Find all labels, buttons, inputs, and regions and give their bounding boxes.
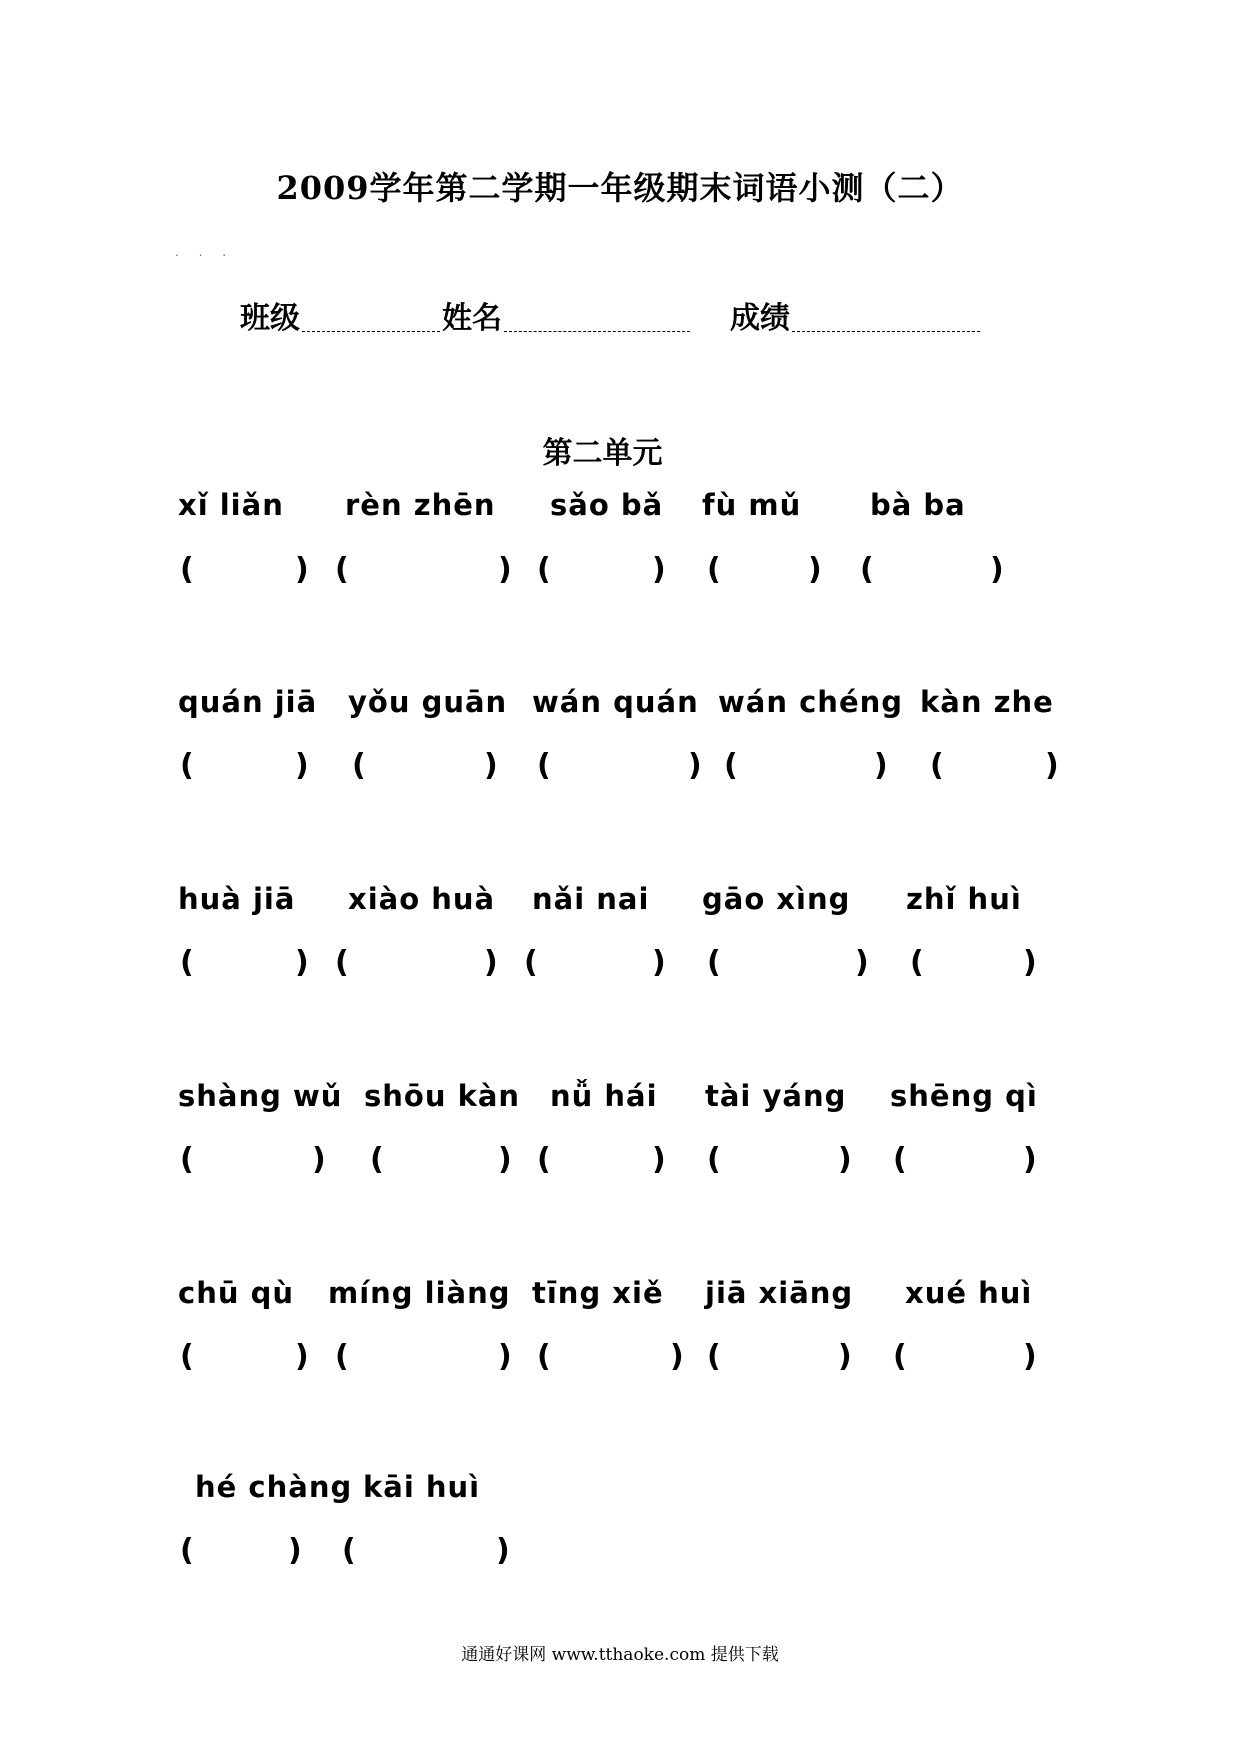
pinyin-word: chū qù xyxy=(178,1276,294,1310)
answer-paren-close: ) xyxy=(295,1339,309,1374)
pinyin-word: tīng xiě xyxy=(532,1276,664,1310)
answer-paren-open: ( xyxy=(352,748,366,783)
answer-paren-close: ) xyxy=(498,1142,512,1177)
pinyin-word: quán jiā xyxy=(178,685,318,719)
answer-paren-open: ( xyxy=(893,1339,907,1374)
answer-paren-close: ) xyxy=(990,552,1004,587)
answer-blank[interactable] xyxy=(200,752,289,786)
answer-paren-close: ) xyxy=(1023,945,1037,980)
answer-paren-open: ( xyxy=(537,1142,551,1177)
answer-paren-close: ) xyxy=(1045,748,1059,783)
answer-paren-close: ) xyxy=(498,552,512,587)
answer-paren-open: ( xyxy=(930,748,944,783)
answer-blank[interactable] xyxy=(557,556,646,590)
answer-blank[interactable] xyxy=(913,1343,1017,1377)
answer-paren-close: ) xyxy=(498,1339,512,1374)
answer-blank[interactable] xyxy=(727,556,802,590)
answer-paren-open: ( xyxy=(893,1142,907,1177)
pinyin-word: kāi huì xyxy=(363,1470,481,1504)
answer-paren-open: ( xyxy=(707,552,721,587)
answer-blank[interactable] xyxy=(355,949,478,983)
answer-blank[interactable] xyxy=(727,1146,832,1180)
pinyin-word: jiā xiāng xyxy=(705,1276,854,1310)
answer-blank[interactable] xyxy=(200,556,289,590)
pinyin-word: rèn zhēn xyxy=(345,488,496,522)
pinyin-word: fù mǔ xyxy=(702,488,802,522)
answer-blank[interactable] xyxy=(200,1146,306,1180)
score-blank[interactable] xyxy=(792,331,980,332)
answer-paren-open: ( xyxy=(370,1142,384,1177)
answer-blank[interactable] xyxy=(930,949,1017,983)
answer-paren-open: ( xyxy=(180,552,194,587)
pinyin-word: wán quán xyxy=(532,685,699,719)
answer-paren-open: ( xyxy=(537,552,551,587)
pinyin-word: wán chéng xyxy=(718,685,904,719)
answer-paren-close: ) xyxy=(855,945,869,980)
answer-blank[interactable] xyxy=(544,949,646,983)
answer-paren-close: ) xyxy=(484,945,498,980)
pinyin-word: yǒu guān xyxy=(348,685,508,719)
answer-paren-close: ) xyxy=(496,1533,510,1568)
answer-paren-close: ) xyxy=(295,748,309,783)
answer-paren-close: ) xyxy=(652,1142,666,1177)
answer-paren-open: ( xyxy=(524,945,538,980)
answer-paren-close: ) xyxy=(838,1142,852,1177)
answer-paren-open: ( xyxy=(537,748,551,783)
answer-paren-close: ) xyxy=(652,945,666,980)
answer-paren-open: ( xyxy=(180,1142,194,1177)
answer-blank[interactable] xyxy=(362,1537,490,1571)
answer-paren-close: ) xyxy=(874,748,888,783)
pinyin-word: zhǐ huì xyxy=(906,882,1022,916)
answer-paren-open: ( xyxy=(910,945,924,980)
answer-blank[interactable] xyxy=(355,1343,492,1377)
answer-paren-open: ( xyxy=(180,945,194,980)
answer-blank[interactable] xyxy=(200,1343,289,1377)
dot-marks: . . . xyxy=(175,245,235,259)
answer-blank[interactable] xyxy=(200,1537,282,1571)
pinyin-word: kàn zhe xyxy=(920,685,1054,719)
answer-blank[interactable] xyxy=(390,1146,492,1180)
answer-blank[interactable] xyxy=(880,556,984,590)
pinyin-word: xué huì xyxy=(905,1276,1033,1310)
name-blank[interactable] xyxy=(504,331,690,332)
answer-blank[interactable] xyxy=(200,949,289,983)
answer-blank[interactable] xyxy=(727,949,849,983)
score-label: 成绩 xyxy=(730,301,790,336)
answer-paren-close: ) xyxy=(652,552,666,587)
answer-paren-open: ( xyxy=(707,1142,721,1177)
pinyin-word: gāo xìng xyxy=(702,882,851,916)
answer-paren-close: ) xyxy=(1023,1339,1037,1374)
pinyin-word: bà ba xyxy=(870,488,966,522)
answer-paren-open: ( xyxy=(707,945,721,980)
answer-paren-close: ) xyxy=(808,552,822,587)
answer-paren-open: ( xyxy=(707,1339,721,1374)
answer-paren-close: ) xyxy=(484,748,498,783)
answer-blank[interactable] xyxy=(727,1343,832,1377)
answer-paren-close: ) xyxy=(1023,1142,1037,1177)
answer-paren-close: ) xyxy=(688,748,702,783)
answer-blank[interactable] xyxy=(950,752,1039,786)
pinyin-word: míng liàng xyxy=(328,1276,511,1310)
pinyin-word: hé chàng xyxy=(195,1470,353,1504)
answer-paren-open: ( xyxy=(335,1339,349,1374)
pinyin-word: huà jiā xyxy=(178,882,296,916)
class-label: 班级 xyxy=(240,301,300,336)
answer-paren-close: ) xyxy=(838,1339,852,1374)
answer-paren-close: ) xyxy=(288,1533,302,1568)
answer-paren-open: ( xyxy=(860,552,874,587)
pinyin-word: xiào huà xyxy=(348,882,496,916)
pinyin-word: shàng wǔ xyxy=(178,1079,343,1113)
pinyin-word: nǎi nai xyxy=(532,882,650,916)
answer-blank[interactable] xyxy=(557,1146,646,1180)
answer-paren-open: ( xyxy=(180,1533,194,1568)
answer-paren-close: ) xyxy=(295,552,309,587)
pinyin-word: shēng qì xyxy=(890,1079,1038,1113)
pinyin-word: sǎo bǎ xyxy=(550,488,664,522)
answer-paren-close: ) xyxy=(312,1142,326,1177)
answer-paren-open: ( xyxy=(180,748,194,783)
answer-blank[interactable] xyxy=(355,556,492,590)
answer-blank[interactable] xyxy=(372,752,478,786)
pinyin-word: xǐ liǎn xyxy=(178,488,284,522)
name-label: 姓名 xyxy=(442,301,502,336)
pinyin-word: shōu kàn xyxy=(364,1079,521,1113)
page-title: 2009学年第二学期一年级期末词语小测（二） xyxy=(276,169,964,207)
answer-paren-open: ( xyxy=(180,1339,194,1374)
pinyin-word: tài yáng xyxy=(705,1079,847,1113)
answer-paren-open: ( xyxy=(537,1339,551,1374)
answer-blank[interactable] xyxy=(913,1146,1017,1180)
class-blank[interactable] xyxy=(302,331,440,332)
answer-paren-close: ) xyxy=(295,945,309,980)
answer-paren-open: ( xyxy=(724,748,738,783)
answer-paren-close: ) xyxy=(670,1339,684,1374)
answer-paren-open: ( xyxy=(342,1533,356,1568)
answer-paren-open: ( xyxy=(335,552,349,587)
answer-blank[interactable] xyxy=(557,752,682,786)
answer-blank[interactable] xyxy=(744,752,868,786)
pinyin-word: nǚ hái xyxy=(550,1079,658,1113)
footer-credit: 通通好课网 www.tthaoke.com 提供下载 xyxy=(461,1645,779,1665)
section-title: 第二单元 xyxy=(542,436,663,471)
answer-blank[interactable] xyxy=(557,1343,664,1377)
answer-paren-open: ( xyxy=(335,945,349,980)
